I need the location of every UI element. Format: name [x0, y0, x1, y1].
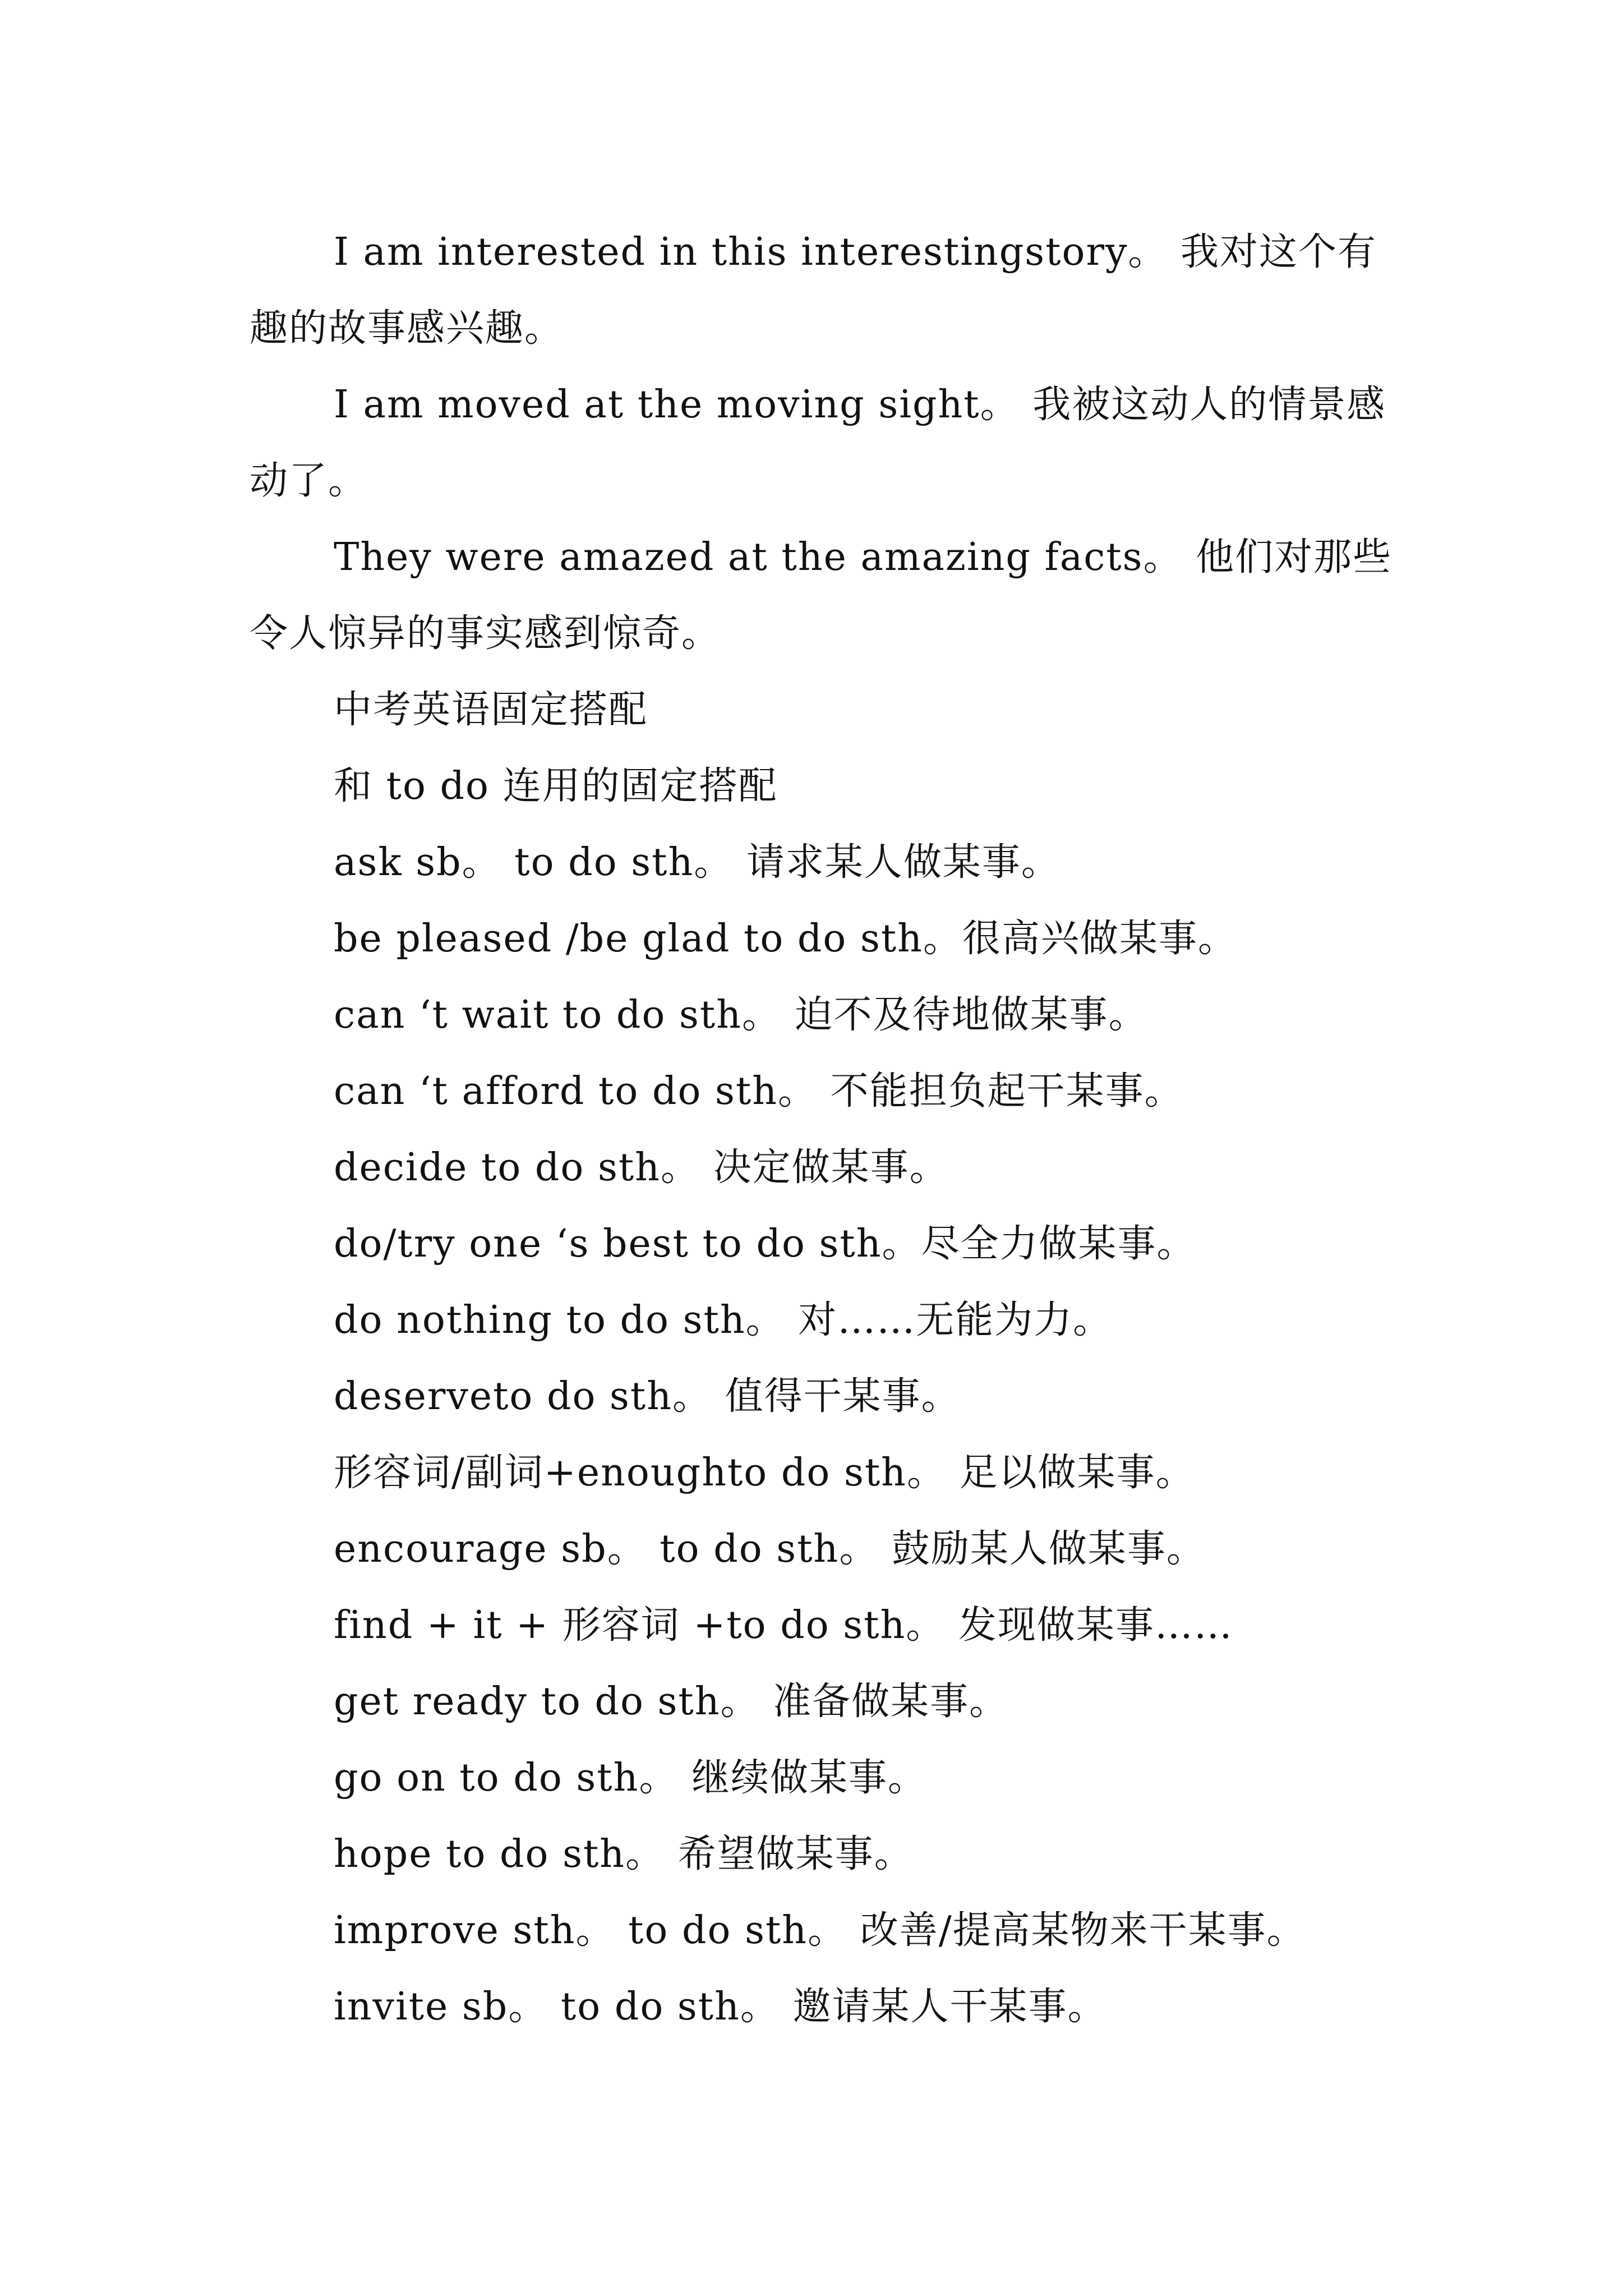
- subsection-heading: 和 to do 连用的固定搭配: [334, 764, 778, 808]
- phrase-item: do/try one ‘s best to do sth。尽全力做某事。: [334, 1222, 1196, 1266]
- phrase-item: encourage sb。 to do sth。 鼓励某人做某事。: [334, 1527, 1206, 1571]
- phrase-item: hope to do sth。 希望做某事。: [334, 1832, 914, 1876]
- phrase-item: invite sb。 to do sth。 邀请某人干某事。: [334, 1985, 1107, 2029]
- phrase-item: decide to do sth。 决定做某事。: [334, 1145, 949, 1190]
- phrase-item: can ‘t wait to do sth。 迫不及待地做某事。: [334, 993, 1148, 1037]
- phrase-item: do nothing to do sth。 对……无能为力。: [334, 1298, 1113, 1342]
- phrase-item: go on to do sth。 继续做某事。: [334, 1756, 928, 1800]
- phrase-item: be pleased /be glad to do sth。很高兴做某事。: [334, 917, 1237, 961]
- document-body: [250, 214, 1399, 2045]
- phrase-item: find + it + 形容词 +to do sth。 发现做某事……: [334, 1603, 1233, 1648]
- section-heading: 中考英语固定搭配: [334, 688, 648, 732]
- phrase-item: 形容词/副词+enoughto do sth。 足以做某事。: [334, 1451, 1195, 1495]
- phrase-item: improve sth。 to do sth。 改善/提高某物来干某事。: [334, 1908, 1306, 1953]
- phrase-item: ask sb。 to do sth。 请求某人做某事。: [334, 840, 1061, 885]
- example-sentence-amazed: They were amazed at the amazing facts。 他们对那些令人惊异的事实感到惊奇。: [250, 535, 1393, 656]
- phrase-item: can ‘t afford to do sth。 不能担负起干某事。: [334, 1069, 1184, 1114]
- phrase-item: get ready to do sth。 准备做某事。: [334, 1680, 1009, 1724]
- example-sentence-interested: I am interested in this interestingstory。 我对这个有趣的故事感兴趣。: [250, 230, 1377, 351]
- phrase-item: deserveto do sth。 值得干某事。: [334, 1374, 961, 1419]
- example-sentence-moved: I am moved at the moving sight。 我被这动人的情景感动了。: [250, 383, 1386, 503]
